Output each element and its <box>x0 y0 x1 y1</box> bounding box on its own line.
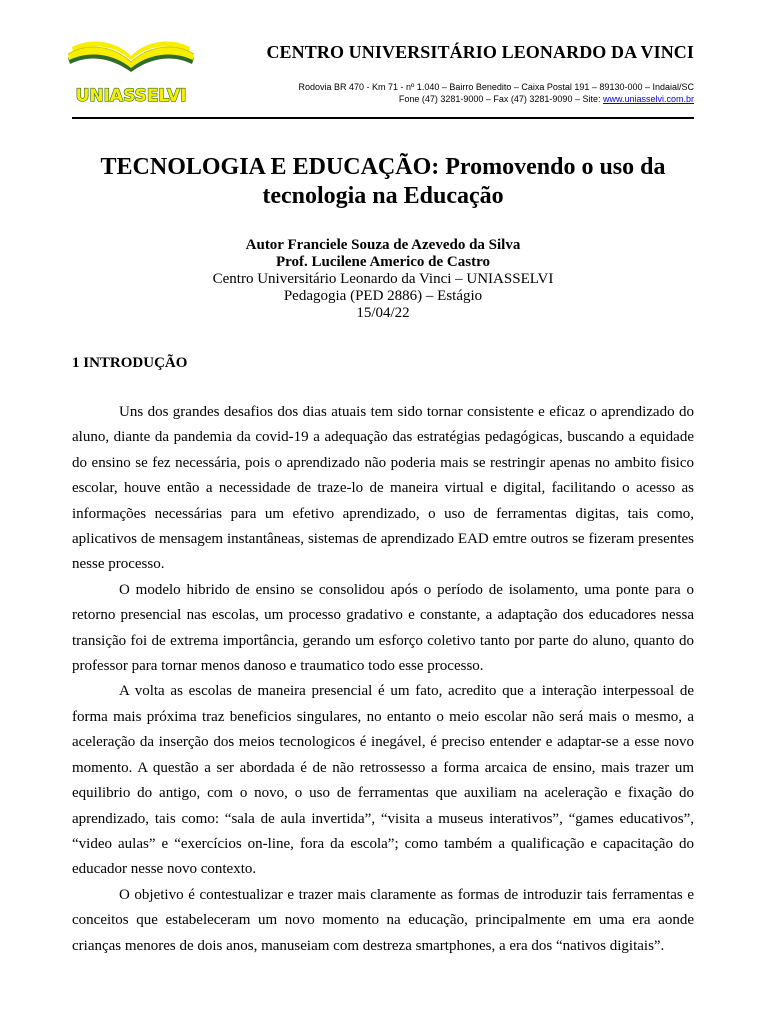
paragraph: O modelo hibrido de ensino se consolidou após o período de isolamento, uma ponte para o retorno presencial nas escolas, um processo gradativo e constante, a adaptação dos educadores nessa transição foi de extrema importância, gerando um esforço coletivo tanto por parte do aluno, quanto do professor para tornar menos danoso e traumatico todo esse processo. <box>72 581 694 675</box>
paragraph: Uns dos grandes desafios dos dias atuais tem sido tornar consistente e eficaz o aprendizado do aluno, diante da pandemia da covid-19 a adequação das estratégias pedagógicas, buscando a equidade do ensino se fez necessária, pois o aprendizado não poderia mais se restringir apenas no ambito fisico escolar, houve então a necessidade de traze-lo de maneira virtual e digital, facilitando o acesso as informações necessárias para um efetivo aprendizado, o uso de ferramentas digitas, tais como, aplicativos de mensagem instantâneas, sistemas de aprendizado EAD emtre outros se fizeram presentes nesse processo. <box>72 404 694 573</box>
contact-text: Fone (47) 3281-9000 – Fax (47) 3281-9090 – Site: <box>398 94 603 104</box>
uniasselvi-logo <box>66 38 196 108</box>
author-block <box>72 237 694 322</box>
contact-line <box>200 93 694 105</box>
author-name: Autor Franciele Souza de Azevedo da Silva <box>245 237 521 253</box>
body-text <box>72 400 694 959</box>
document-title <box>72 153 694 211</box>
document-date: 15/04/22 <box>356 305 410 321</box>
title-line-2: tecnologia na Educação <box>262 183 504 209</box>
title-line-1: TECNOLOGIA E EDUCAÇÃO: Promovendo o uso da <box>100 154 666 180</box>
logo-text: UNIASSELVI <box>75 86 187 106</box>
institution-name: CENTRO UNIVERSITÁRIO LEONARDO DA VINCI <box>266 42 694 62</box>
section-heading: 1 INTRODUÇÃO <box>72 355 188 371</box>
site-link[interactable]: www.uniasselvi.com.br <box>602 94 694 104</box>
address-line: Rodovia BR 470 - Km 71 - nº 1.040 – Bairro Benedito – Caixa Postal 191 – 89130-000 – Indaial/SC <box>298 82 694 92</box>
header-divider <box>72 117 694 119</box>
institution-address <box>200 81 694 105</box>
paragraph: A volta as escolas de maneira presencial é um fato, acredito que a interação interpessoal de forma mais próxima traz beneficios singulares, no entanto o meio escolar não será mais o mesmo, a aceleração da inserção dos meios tecnologicos é inegável, é preciso entender e adaptar-se a esse novo momento. A questão a ser abordada é de não retrossesso a forma arcaica de ensino, mais trazer um equilibrio do antigo, com o novo, o uso de ferramentas que auxiliam na aceleração e fixação do aprendizado, tais como: “sala de aula invertida”, “visita a museus interativos”, “games educativos”, “video aulas” e “exercícios on-line, fora da escola”; como também a qualificação e capacitação do educador nesse novo contexto. <box>72 683 694 878</box>
course-name: Pedagogia (PED 2886) – Estágio <box>283 288 483 304</box>
author-institution: Centro Universitário Leonardo da Vinci – UNIASSELVI <box>212 271 554 287</box>
professor-name: Prof. Lucilene Americo de Castro <box>276 254 490 270</box>
paragraph: O objetivo é contestualizar e trazer mais claramente as formas de introduzir tais ferramentas e conceitos que estabeleceram um novo momento na educação, principalmente em uma era aonde crianças menores de dois anos, manuseiam com destreza smartphones, a era dos “nativos digitais”. <box>72 886 694 954</box>
open-book-icon <box>66 38 196 108</box>
